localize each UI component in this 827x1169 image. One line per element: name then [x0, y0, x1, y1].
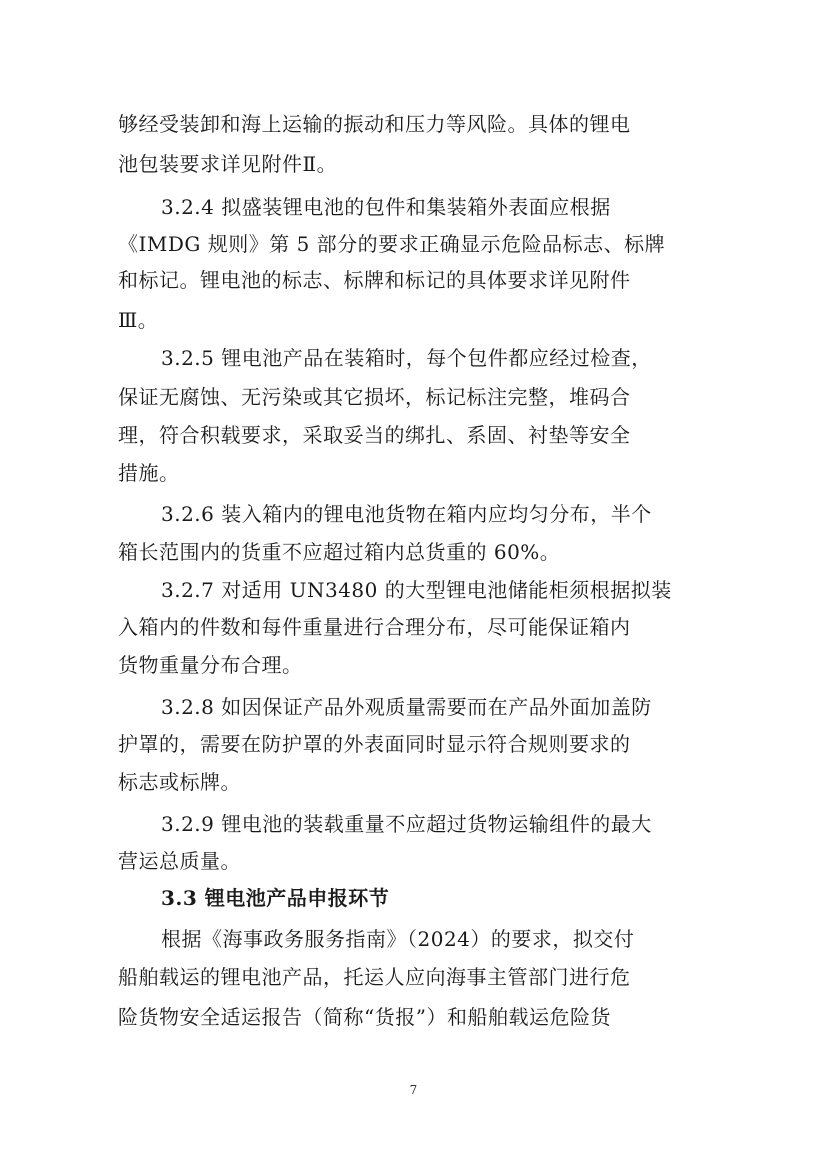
paragraph-3-2-9: 3.2.9 锂电池的装载重量不应超过货物运输组件的最大: [161, 812, 652, 836]
paragraph-3-2-6: 3.2.6 装入箱内的锂电池货物在箱内应均匀分布，半个: [161, 502, 652, 526]
paragraph-3-2-7: 3.2.7 对适用 UN3480 的大型锂电池储能柜须根据拟装: [161, 578, 672, 602]
text-line: 够经受装卸和海上运输的振动和压力等风险。具体的锂电: [118, 112, 631, 136]
text-line: 《IMDG 规则》第 5 部分的要求正确显示危险品标志、标牌: [118, 232, 666, 256]
text-line: Ⅲ。: [118, 308, 159, 332]
text-line: 营运总质量。: [118, 849, 241, 873]
text-line: 标志或标牌。: [118, 770, 241, 794]
section-heading-3-3: 3.3 锂电池产品申报环节: [161, 886, 390, 910]
paragraph-3-2-5: 3.2.5 锂电池产品在装箱时，每个包件都应经过检查，: [161, 346, 652, 370]
text-line: 措施。: [118, 461, 180, 485]
page-number: 7: [409, 1083, 418, 1097]
paragraph-3-2-8: 3.2.8 如因保证产品外观质量需要而在产品外面加盖防: [161, 695, 652, 719]
paragraph-3-3: 根据《海事政务服务指南》（2024）的要求，拟交付: [161, 927, 635, 951]
text-line: 理，符合积载要求，采取妥当的绑扎、系固、衬垫等安全: [118, 423, 631, 447]
text-line: 箱长范围内的货重不应超过箱内总货重的 60%。: [118, 540, 561, 564]
text-line: 池包装要求详见附件Ⅱ。: [118, 152, 338, 176]
text-line: 货物重量分布合理。: [118, 653, 303, 677]
text-line: 保证无腐蚀、无污染或其它损坏，标记标注完整，堆码合: [118, 385, 631, 409]
text-line: 入箱内的件数和每件重量进行合理分布，尽可能保证箱内: [118, 615, 631, 639]
paragraph-3-2-4: 3.2.4 拟盛装锂电池的包件和集装箱外表面应根据: [161, 195, 611, 219]
text-line: 险货物安全适运报告（简称“货报”）和船舶载运危险货: [118, 1005, 611, 1029]
text-line: 和标记。锂电池的标志、标牌和标记的具体要求详见附件: [118, 268, 631, 292]
text-line: 船舶载运的锂电池产品，托运人应向海事主管部门进行危: [118, 965, 631, 989]
text-line: 护罩的，需要在防护罩的外表面同时显示符合规则要求的: [118, 732, 631, 756]
